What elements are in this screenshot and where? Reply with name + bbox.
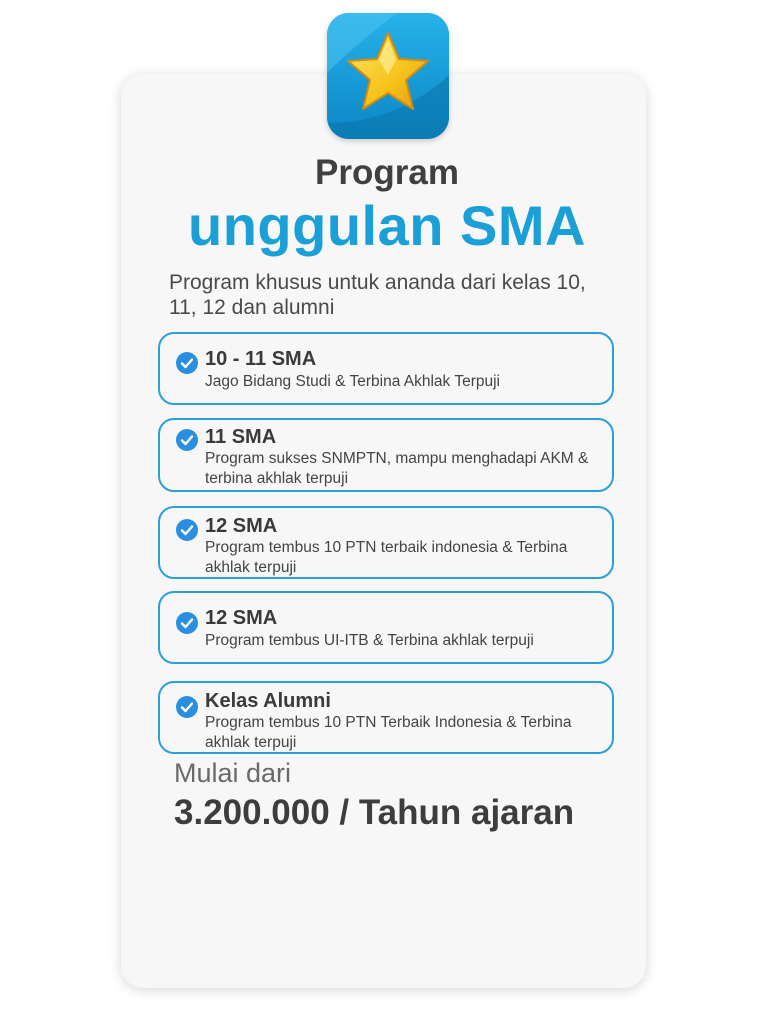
- star-icon: [327, 13, 449, 139]
- check-circle-icon: [176, 612, 198, 634]
- program-description: Program sukses SNMPTN, mampu menghadapi AKM & terbina akhlak terpuji: [205, 450, 589, 487]
- subtitle: Program khusus untuk ananda dari kelas 10, 11, 12 dan alumni: [169, 271, 586, 319]
- program-item: [158, 418, 614, 492]
- title-unggulan-sma: unggulan SMA: [188, 194, 586, 257]
- program-description: Program tembus 10 PTN terbaik indonesia & Terbina akhlak terpuji: [205, 539, 568, 576]
- program-item: [158, 506, 614, 579]
- program-description: Program tembus 10 PTN Terbaik Indonesia & Terbina akhlak terpuji: [205, 714, 572, 751]
- title-program: Program: [315, 153, 459, 192]
- program-item: [158, 332, 614, 405]
- program-description: Jago Bidang Studi & Terbina Akhlak Terpuji: [205, 373, 500, 390]
- check-circle-icon: [176, 696, 198, 718]
- program-title: 10 - 11 SMA: [205, 348, 317, 370]
- check-circle-icon: [176, 429, 198, 451]
- program-description: Program tembus UI-ITB & Terbina akhlak terpuji: [205, 632, 534, 649]
- program-title: 12 SMA: [205, 607, 278, 629]
- check-circle-icon: [176, 519, 198, 541]
- price-value: 3.200.000 / Tahun ajaran: [174, 793, 575, 832]
- program-title: 12 SMA: [205, 515, 278, 537]
- price-label: Mulai dari: [174, 758, 292, 788]
- program-item: [158, 591, 614, 664]
- program-title: 11 SMA: [205, 426, 277, 448]
- check-circle-icon: [176, 352, 198, 374]
- program-item: [158, 681, 614, 754]
- star-badge: [327, 13, 449, 139]
- program-title: Kelas Alumni: [205, 690, 331, 712]
